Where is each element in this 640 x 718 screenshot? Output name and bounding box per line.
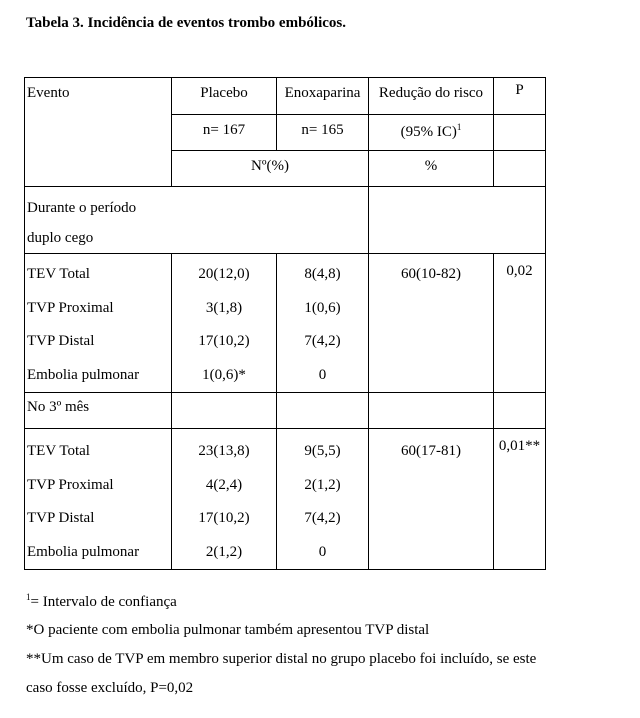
header-reducao: Redução do risco: [369, 78, 494, 115]
header-evento: Evento: [25, 78, 172, 187]
n-placebo: n= 167: [172, 115, 277, 151]
table-title: Tabela 3. Incidência de eventos trombo embólicos.: [26, 15, 347, 31]
risk-reduction-value: 60(17-81): [369, 429, 494, 570]
header-placebo: Placebo: [172, 78, 277, 115]
list-item: TVP Distal: [27, 510, 95, 526]
data-row: [25, 254, 546, 393]
p-value: 0,02: [494, 254, 546, 393]
section-label-double-blind: Durante o período duplo cego: [25, 187, 369, 254]
footnote-tvp-line1: **Um caso de TVP em membro superior distal no grupo placebo foi incluído, se este: [26, 651, 537, 667]
placebo-values: 20(12,0) 3(1,8) 17(10,2) 1(0,6)*: [172, 254, 277, 393]
empty-cell: [494, 393, 546, 429]
unit-percent: %: [369, 151, 494, 187]
empty-cell: [369, 187, 546, 254]
footnotes: [26, 592, 536, 697]
list-item: Embolia pulmonar: [27, 543, 140, 560]
empty-cell: [369, 393, 494, 429]
placebo-values: 23(13,8) 4(2,4) 17(10,2) 2(1,2): [172, 429, 277, 570]
list-item: TVP Distal: [27, 333, 95, 349]
incidence-table: [24, 77, 546, 570]
footnote-embolia: *O paciente com embolia pulmonar também apresentou TVP distal: [26, 622, 430, 638]
empty-cell: [172, 393, 277, 429]
header-enoxaparina: Enoxaparina: [277, 78, 369, 115]
confidence-interval-label: (95% IC)$^1$: [369, 115, 494, 151]
section-row: [25, 187, 546, 254]
header-row: [25, 78, 546, 115]
empty-cell: [494, 115, 546, 151]
list-item: TVP Proximal: [27, 476, 114, 493]
empty-cell: [277, 393, 369, 429]
enoxaparina-values: 9(5,5) 2(1,2) 7(4,2) 0: [277, 429, 369, 570]
list-item: TEV Total: [27, 443, 90, 459]
n-enoxaparina: n= 165: [277, 115, 369, 151]
list-item: Embolia pulmonar: [27, 366, 140, 383]
risk-reduction-value: 60(10-82): [369, 254, 494, 393]
list-item: TVP Proximal: [27, 299, 114, 316]
footnote-ci: $^1$= Intervalo de confiança: [26, 592, 177, 610]
events-list: [25, 429, 172, 570]
header-p: P: [494, 78, 546, 115]
unit-n-percent: Nº(%): [172, 151, 369, 187]
footnote-tvp-line2: caso fosse excluído, P=0,02: [26, 680, 194, 696]
events-list: [25, 254, 172, 393]
list-item: TEV Total: [27, 266, 90, 282]
empty-cell: [494, 151, 546, 187]
section-label-third-month: No 3º mês: [25, 393, 172, 429]
p-value: 0,01**: [494, 429, 546, 570]
section-row: [25, 393, 546, 429]
data-row: [25, 429, 546, 570]
enoxaparina-values: 8(4,8) 1(0,6) 7(4,2) 0: [277, 254, 369, 393]
